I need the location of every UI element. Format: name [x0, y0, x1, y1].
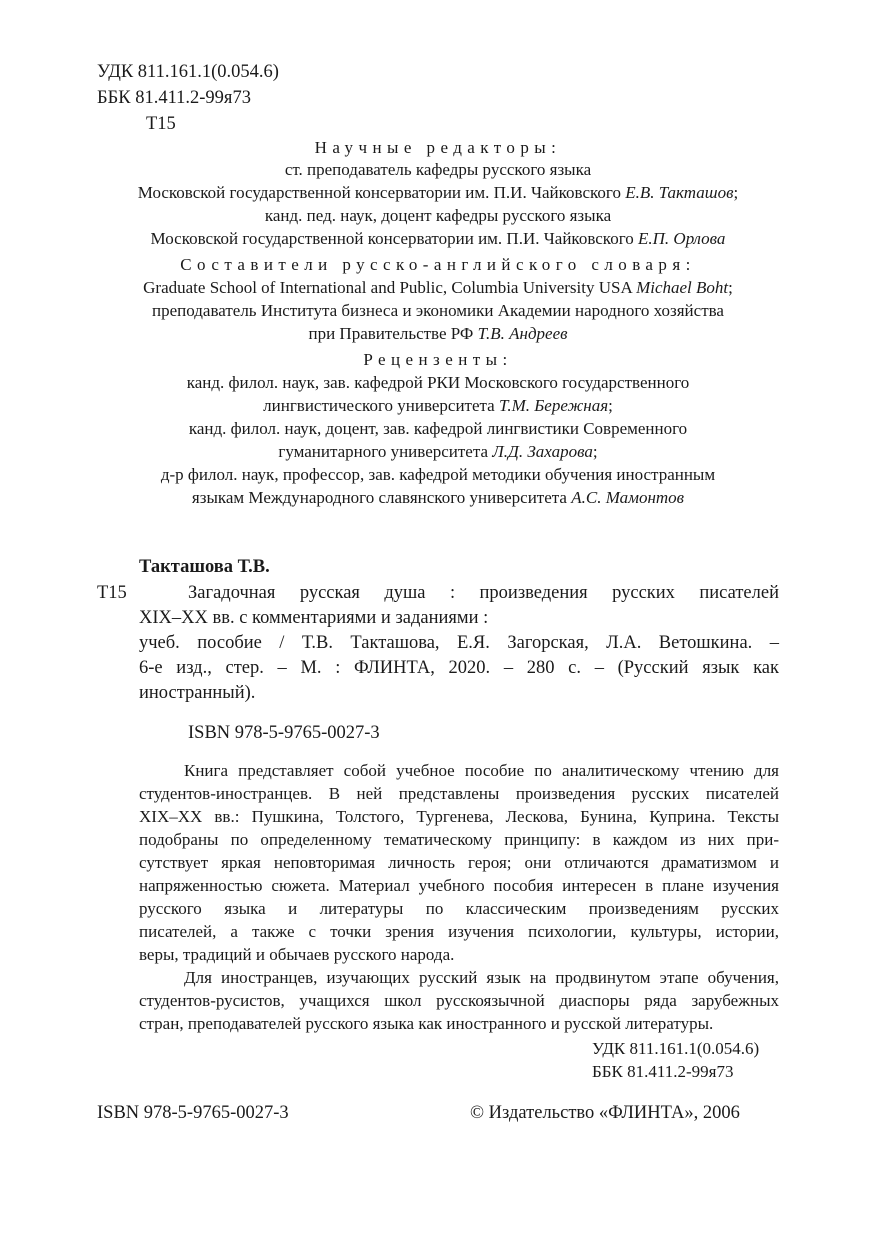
reviewers-line-3: канд. филол. наук, доцент, зав. кафедрой лингвистики Современного	[188, 419, 688, 438]
compilers-heading: Составители русско-английского словаря:	[180, 255, 696, 274]
udk-bottom: УДК 811.161.1(0.054.6)	[592, 1039, 760, 1058]
editor-name-1: Е.В. Такташов	[625, 183, 734, 202]
reviewers-line-4: гуманитарного университета Л.Д. Захарова;	[278, 442, 598, 461]
abstract-p2-line-3: стран, преподавателей русского языка как иностранного и русской литературы.	[139, 1014, 714, 1033]
author-code-top: Т15	[146, 114, 176, 134]
abstract-p2-line-1: Для иностранцев, изучающих русский язык на продвинутом этапе обучения,	[184, 968, 779, 987]
abstract-p2-line-2: студентов-русистов, учащихся школ русскоязычной диаспоры ряда зарубежных	[139, 991, 779, 1010]
editors-heading: Научные редакторы:	[314, 138, 562, 157]
reviewers-line-2: лингвистического университета Т.М. Бережная;	[263, 396, 613, 415]
reviewers-line-6: языкам Международного славянского университета А.С. Мамонтов	[191, 488, 685, 507]
footer-isbn: ISBN 978-5-9765-0027-3	[97, 1103, 289, 1123]
reviewer-name-3: А.С. Мамонтов	[571, 488, 685, 507]
editors-line-2: Московской государственной консерватории им. П.И. Чайковского Е.В. Такташов;	[137, 183, 739, 202]
abstract-p1-line-9: веры, традиций и обычаев русского народа.	[139, 945, 455, 964]
compilers-line-3: при Правительстве РФ Т.В. Андреев	[308, 324, 568, 343]
abstract-p1-line-2: студентов-иностранцев. В ней представлены произведения русских писателей	[139, 784, 779, 803]
abstract-p1-line-6: напряженностью сюжета. Материал учебного пособия интересен в плане изучения	[139, 876, 779, 895]
catalog-title-line-2: XIX–XX вв. с комментариями и заданиями :	[139, 608, 489, 628]
abstract-p1-line-3: XIX–XX вв.: Пушкина, Толстого, Тургенева, Лескова, Бунина, Куприна. Тексты	[139, 807, 779, 826]
compilers-line-2: преподаватель Института бизнеса и экономики Академии народного хозяйства	[152, 301, 724, 320]
reviewers-heading: Рецензенты:	[363, 350, 513, 369]
abstract-p1-line-8: писателей, а также с точки зрения изучения психологии, культуры, истории,	[139, 922, 779, 941]
abstract-p1-line-5: сутствует яркая неповторимая личность героя; они отличаются драматизмом и	[139, 853, 779, 872]
udk-top: УДК 811.161.1(0.054.6)	[97, 62, 279, 82]
editors-line-1: ст. преподаватель кафедры русского языка	[284, 160, 592, 179]
editors-line-4: Московской государственной консерватории им. П.И. Чайковского Е.П. Орлова	[150, 229, 726, 248]
catalog-isbn: ISBN 978-5-9765-0027-3	[188, 723, 380, 743]
catalog-title-line-1: Загадочная русская душа : произведения русских писателей	[188, 583, 779, 603]
abstract-p1-line-1: Книга представляет собой учебное пособие по аналитическому чтению для	[184, 761, 779, 780]
catalog-desc-line-2: 6-е изд., стер. – М. : ФЛИНТА, 2020. – 280 с. – (Русский язык как	[139, 658, 779, 678]
compiler-name-1: Michael Boht	[636, 278, 729, 297]
catalog-desc-line-3: иностранный).	[139, 683, 256, 703]
catalog-author: Такташова Т.В.	[139, 557, 270, 577]
editor-name-2: Е.П. Орлова	[638, 229, 726, 248]
bbk-bottom: ББК 81.411.2-99я73	[592, 1062, 734, 1081]
catalog-code: Т15	[97, 583, 127, 603]
abstract-p1-line-4: подобраны по определенному тематическому принципу: в каждом из них при-	[139, 830, 779, 849]
catalog-desc-line-1: учеб. пособие / Т.В. Такташова, Е.Я. Загорская, Л.А. Ветошкина. –	[139, 633, 779, 653]
compilers-line-1: Graduate School of International and Public, Columbia University USA Michael Boht;	[143, 278, 733, 297]
footer-copyright: © Издательство «ФЛИНТА», 2006	[470, 1103, 740, 1123]
editors-line-3: канд. пед. наук, доцент кафедры русского языка	[264, 206, 612, 225]
abstract-p1-line-7: русского языка и литературы по классическим произведениям русских	[139, 899, 779, 918]
compiler-name-2: Т.В. Андреев	[477, 324, 568, 343]
reviewer-name-2: Л.Д. Захарова	[492, 442, 593, 461]
reviewers-line-5: д-р филол. наук, профессор, зав. кафедрой методики обучения иностранным	[160, 465, 716, 484]
reviewer-name-1: Т.М. Бережная	[498, 396, 609, 415]
bbk-top: ББК 81.411.2-99я73	[97, 88, 251, 108]
reviewers-line-1: канд. филол. наук, зав. кафедрой РКИ Московского государственного	[186, 373, 690, 392]
